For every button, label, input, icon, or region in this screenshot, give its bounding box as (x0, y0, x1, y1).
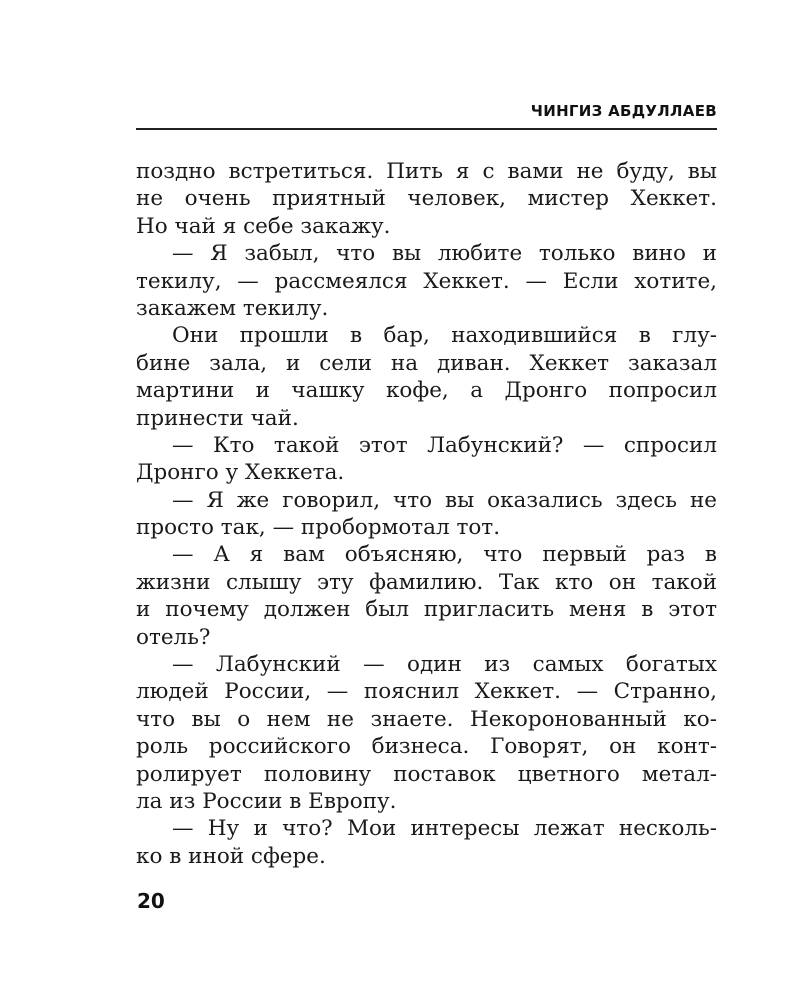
text-line: жизни слышу эту фамилию. Так кто он такой (136, 569, 717, 595)
text-line: принести чай. (136, 405, 299, 431)
text-line: роль российского бизнеса. Говорят, он конт- (136, 734, 717, 760)
text-line: Но чай я себе закажу. (136, 213, 391, 239)
text-line: и почему должен был пригласить меня в этот (136, 597, 717, 623)
text-line: бине зала, и сели на диван. Хеккет заказал (136, 350, 717, 376)
text-line: текилу, — рассмеялся Хеккет. — Если хотите, (136, 268, 717, 294)
text-line: — Ну и что? Мои интересы лежат несколь- (172, 816, 717, 842)
text-line: не очень приятный человек, мистер Хеккет. (136, 186, 717, 212)
text-line: что вы о нем не знаете. Некоронованный ко- (136, 706, 717, 732)
text-line: — Лабунский — один из самых богатых (172, 652, 717, 678)
text-line: ролирует половину поставок цветного метал- (136, 761, 717, 787)
page-number: 20 (137, 889, 165, 913)
header-rule (136, 128, 717, 130)
text-line: — А я вам объясняю, что первый раз в (172, 542, 717, 568)
text-line: людей России, — пояснил Хеккет. — Странно, (136, 679, 717, 705)
text-line: — Я же говорил, что вы оказались здесь не (172, 487, 717, 513)
text-line: мартини и чашку кофе, а Дронго попросил (136, 378, 717, 404)
text-line: закажем текилу. (136, 295, 329, 321)
text-line: отель? (136, 624, 211, 650)
text-line: — Я забыл, что вы любите только вино и (172, 241, 717, 267)
text-line: Они прошли в бар, находившийся в глу- (172, 323, 717, 349)
text-line: — Кто такой этот Лабунский? — спросил (172, 432, 717, 458)
text-line: ко в иной сфере. (136, 843, 326, 869)
text-line: Дронго у Хеккета. (136, 460, 345, 486)
body-text (136, 158, 717, 870)
text-line: ла из России в Европу. (136, 788, 397, 814)
running-head-author: ЧИНГИЗ АБДУЛЛАЕВ (530, 102, 717, 120)
text-line: просто так, — пробормотал тот. (136, 515, 501, 541)
text-line: поздно встретиться. Пить я с вами не буду, вы (136, 159, 717, 184)
